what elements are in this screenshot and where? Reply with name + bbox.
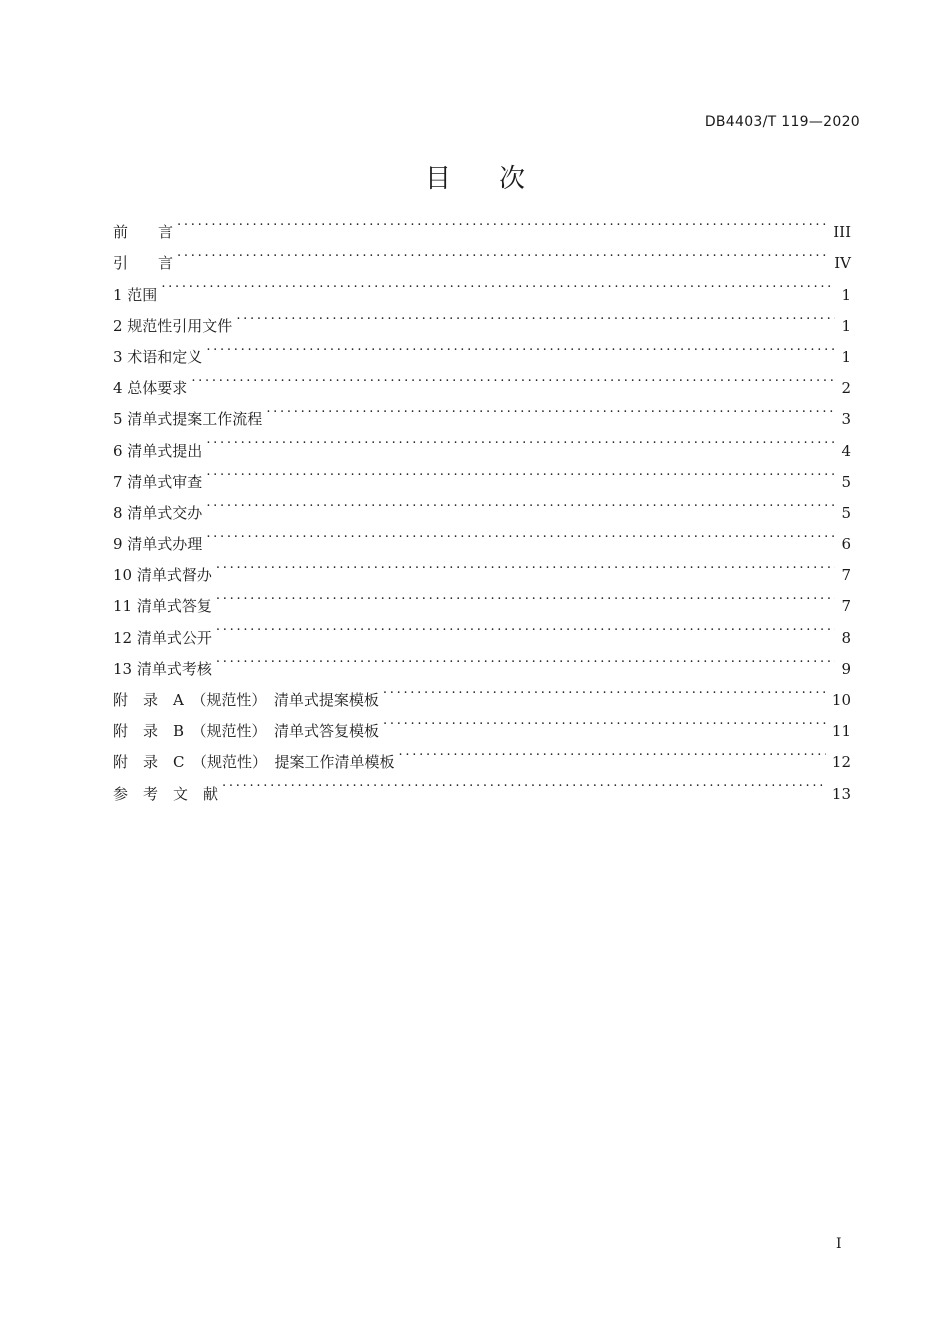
toc-entry-page: 9 <box>841 659 851 678</box>
toc-entry-3[interactable] <box>113 331 851 366</box>
toc-leader-dots <box>216 611 836 642</box>
toc-leader-dots <box>383 674 826 705</box>
toc-entry-8[interactable] <box>113 487 851 522</box>
toc-title <box>0 158 950 195</box>
toc-entry-label: 2 规范性引用文件 <box>113 316 233 335</box>
toc-title-part1: 目 <box>424 164 451 194</box>
toc-entry-page: III <box>833 223 851 242</box>
toc-entry-4[interactable] <box>113 362 851 398</box>
toc-leader-dots <box>222 767 826 798</box>
toc-entry-10[interactable] <box>113 549 851 585</box>
toc-entry-page: 7 <box>841 566 851 585</box>
toc-entry-label: 附 录 A （规范性） 清单式提案模板 <box>113 691 379 709</box>
toc-leader-dots <box>266 393 835 424</box>
toc-entry-9[interactable] <box>113 518 851 554</box>
toc-entry-label: 前 言 <box>113 223 174 242</box>
toc-entry-page: 2 <box>841 379 851 398</box>
toc-leader-dots <box>206 424 835 455</box>
toc-entry-bibliography[interactable] <box>113 767 851 803</box>
toc-entry-label: 9 清单式办理 <box>113 535 203 554</box>
toc-entry-page: 1 <box>841 347 851 366</box>
toc-entry-label: 6 清单式提出 <box>113 441 203 460</box>
toc-leader-dots <box>206 487 835 518</box>
toc-entry-page: 5 <box>841 472 851 491</box>
toc-entry-page: 13 <box>831 784 851 803</box>
toc-leader-dots <box>216 643 836 674</box>
toc-entry-page: IV <box>834 254 851 273</box>
toc-leader-dots <box>398 736 825 767</box>
toc-leader-dots <box>177 237 828 268</box>
toc-entry-12[interactable] <box>113 611 851 647</box>
toc-entry-page: 5 <box>841 503 851 522</box>
toc-entry-label: 附 录 B （规范性） 清单式答复模板 <box>113 722 380 741</box>
toc-leader-dots <box>236 300 835 331</box>
toc-entry-label: 7 清单式审查 <box>113 472 203 491</box>
toc-entry-page: 7 <box>841 597 851 616</box>
toc-entry-page: 3 <box>841 410 851 429</box>
toc-entry-label: 13 清单式考核 <box>113 659 212 678</box>
toc-entry-6[interactable] <box>113 424 851 460</box>
toc-entry-label: 附 录 C （规范性） 提案工作清单模板 <box>113 753 395 772</box>
toc-entry-label: 参 考 文 献 <box>113 784 219 803</box>
toc-entry-label: 10 清单式督办 <box>113 566 212 585</box>
toc-entry-label: 12 清单式公开 <box>113 628 212 647</box>
table-of-contents <box>113 206 851 803</box>
toc-entry-13[interactable] <box>113 643 851 678</box>
toc-entry-label: 1 范围 <box>113 285 158 304</box>
toc-title-part2: 次 <box>499 164 526 194</box>
toc-entry-label: 4 总体要求 <box>113 379 188 398</box>
document-code: DB4403/T 119—2020 <box>704 114 860 130</box>
toc-entry-page: 1 <box>841 316 851 335</box>
toc-leader-dots <box>161 268 835 299</box>
toc-entry-page: 12 <box>831 753 851 772</box>
toc-entry-label: 11 清单式答复 <box>113 597 212 616</box>
toc-entry-label: 引 言 <box>113 254 174 273</box>
toc-entry-page: 10 <box>831 691 851 709</box>
toc-leader-dots <box>383 705 826 736</box>
toc-entry-label: 8 清单式交办 <box>113 503 203 522</box>
toc-entry-page: 6 <box>841 535 851 554</box>
toc-entry-11[interactable] <box>113 580 851 616</box>
toc-leader-dots <box>191 362 835 393</box>
toc-entry-foreword[interactable] <box>113 206 851 242</box>
toc-leader-dots <box>216 549 836 580</box>
toc-entry-page: 8 <box>841 628 851 647</box>
toc-entry-1[interactable] <box>113 268 851 304</box>
toc-entry-page: 11 <box>831 722 851 741</box>
toc-entry-appendix-a[interactable] <box>113 674 851 709</box>
toc-entry-2[interactable] <box>113 300 851 335</box>
toc-leader-dots <box>206 456 835 487</box>
toc-entry-page: 1 <box>841 285 851 304</box>
toc-entry-page: 4 <box>841 441 851 460</box>
toc-leader-dots <box>216 580 836 611</box>
page-number: I <box>836 1236 842 1252</box>
toc-entry-7[interactable] <box>113 456 851 491</box>
toc-entry-label: 5 清单式提案工作流程 <box>113 410 263 429</box>
toc-entry-introduction[interactable] <box>113 237 851 273</box>
toc-entry-label: 3 术语和定义 <box>113 347 203 366</box>
toc-leader-dots <box>206 331 835 362</box>
toc-leader-dots <box>206 518 835 549</box>
toc-leader-dots <box>177 206 827 237</box>
toc-entry-5[interactable] <box>113 393 851 429</box>
